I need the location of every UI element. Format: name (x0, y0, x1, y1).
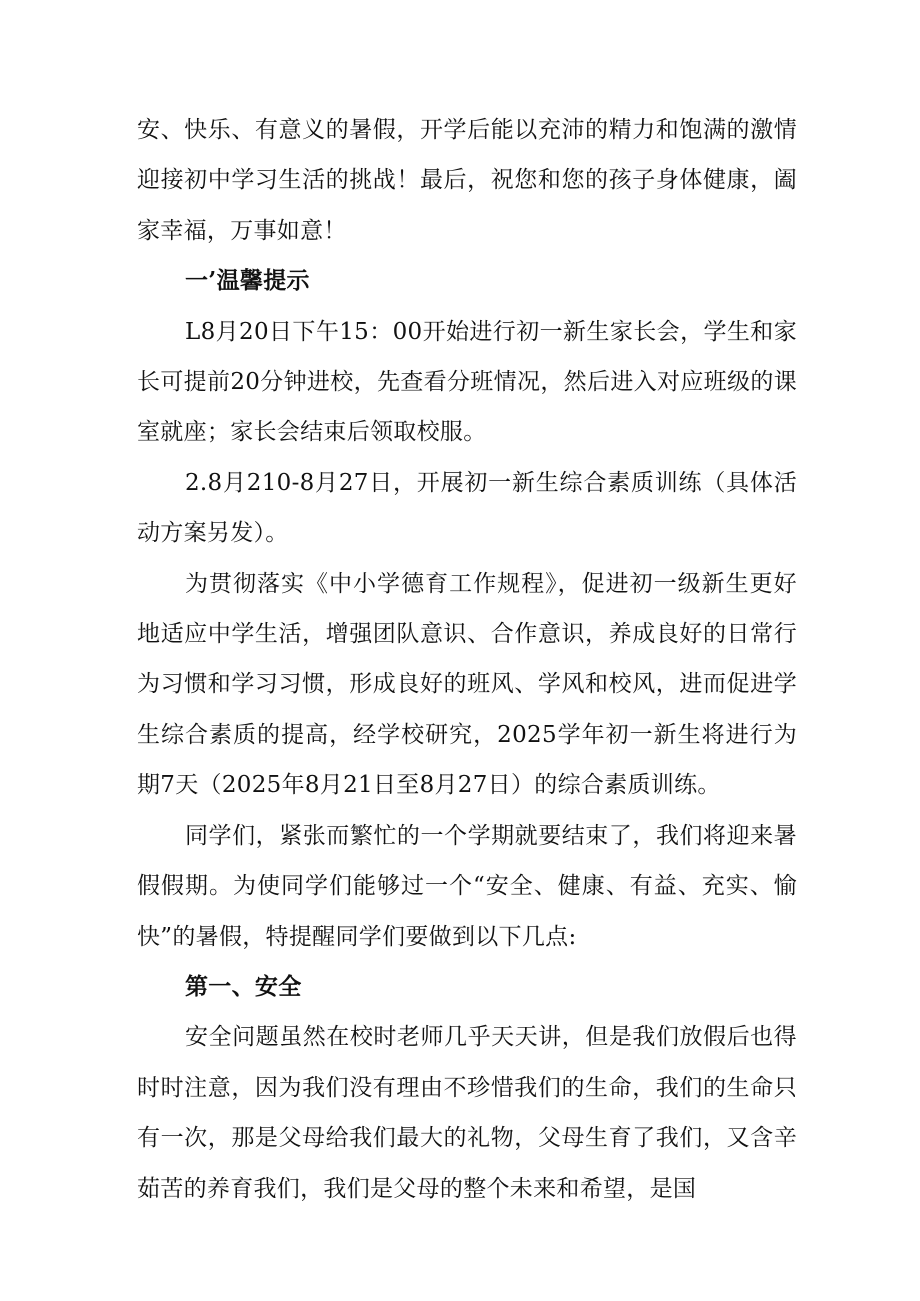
closing-paragraph: 安、快乐、有意义的暑假，开学后能以充沛的精力和饱满的激情迎接初中学习生活的挑战！最后，祝您和您的孩子身体健康，阖家幸福，万事如意！ (137, 117, 797, 244)
training-purpose-paragraph: 为贯彻落实《中小学德育工作规程》，促进初一级新生更好地适应中学生活，增强团队意识、合作意识，养成良好的日常行为习惯和学习习惯，形成良好的班风、学风和校风，进而促进学生综合素质的提高，经学校研究，2025学年初一新生将进行为期7天（2025年8月21日至8月27日）的综合素质训练。 (137, 570, 797, 799)
tip-training: 2.8月210-8月27日，开展初一新生综合素质训练（具体活动方案另发）。 (137, 469, 797, 547)
section-heading-tips: 一’温馨提示 (185, 267, 310, 295)
summer-intro-paragraph: 同学们，紧张而繁忙的一个学期就要结束了，我们将迎来暑假假期。为使同学们能够过一个“安全、健康、有益、充实、愉快”的暑假，特提醒同学们要做到以下几点: (137, 822, 797, 950)
document-body (137, 105, 797, 1214)
safety-paragraph: 安全问题虽然在校时老师几乎天天讲，但是我们放假后也得时时注意，因为我们没有理由不珍惜我们的生命，我们的生命只有一次，那是父母给我们最大的礼物，父母生育了我们，又含辛茹苦的养育我们，我们是父母的整个未来和希望，是国 (137, 1024, 797, 1202)
section-heading-safety: 第一、安全 (185, 972, 302, 1000)
tip-parent-meeting: L8月20日下午15：00开始进行初一新生家长会，学生和家长可提前20分钟进校，先查看分班情况，然后进入对应班级的课室就座；家长会结束后领取校服。 (137, 318, 797, 446)
